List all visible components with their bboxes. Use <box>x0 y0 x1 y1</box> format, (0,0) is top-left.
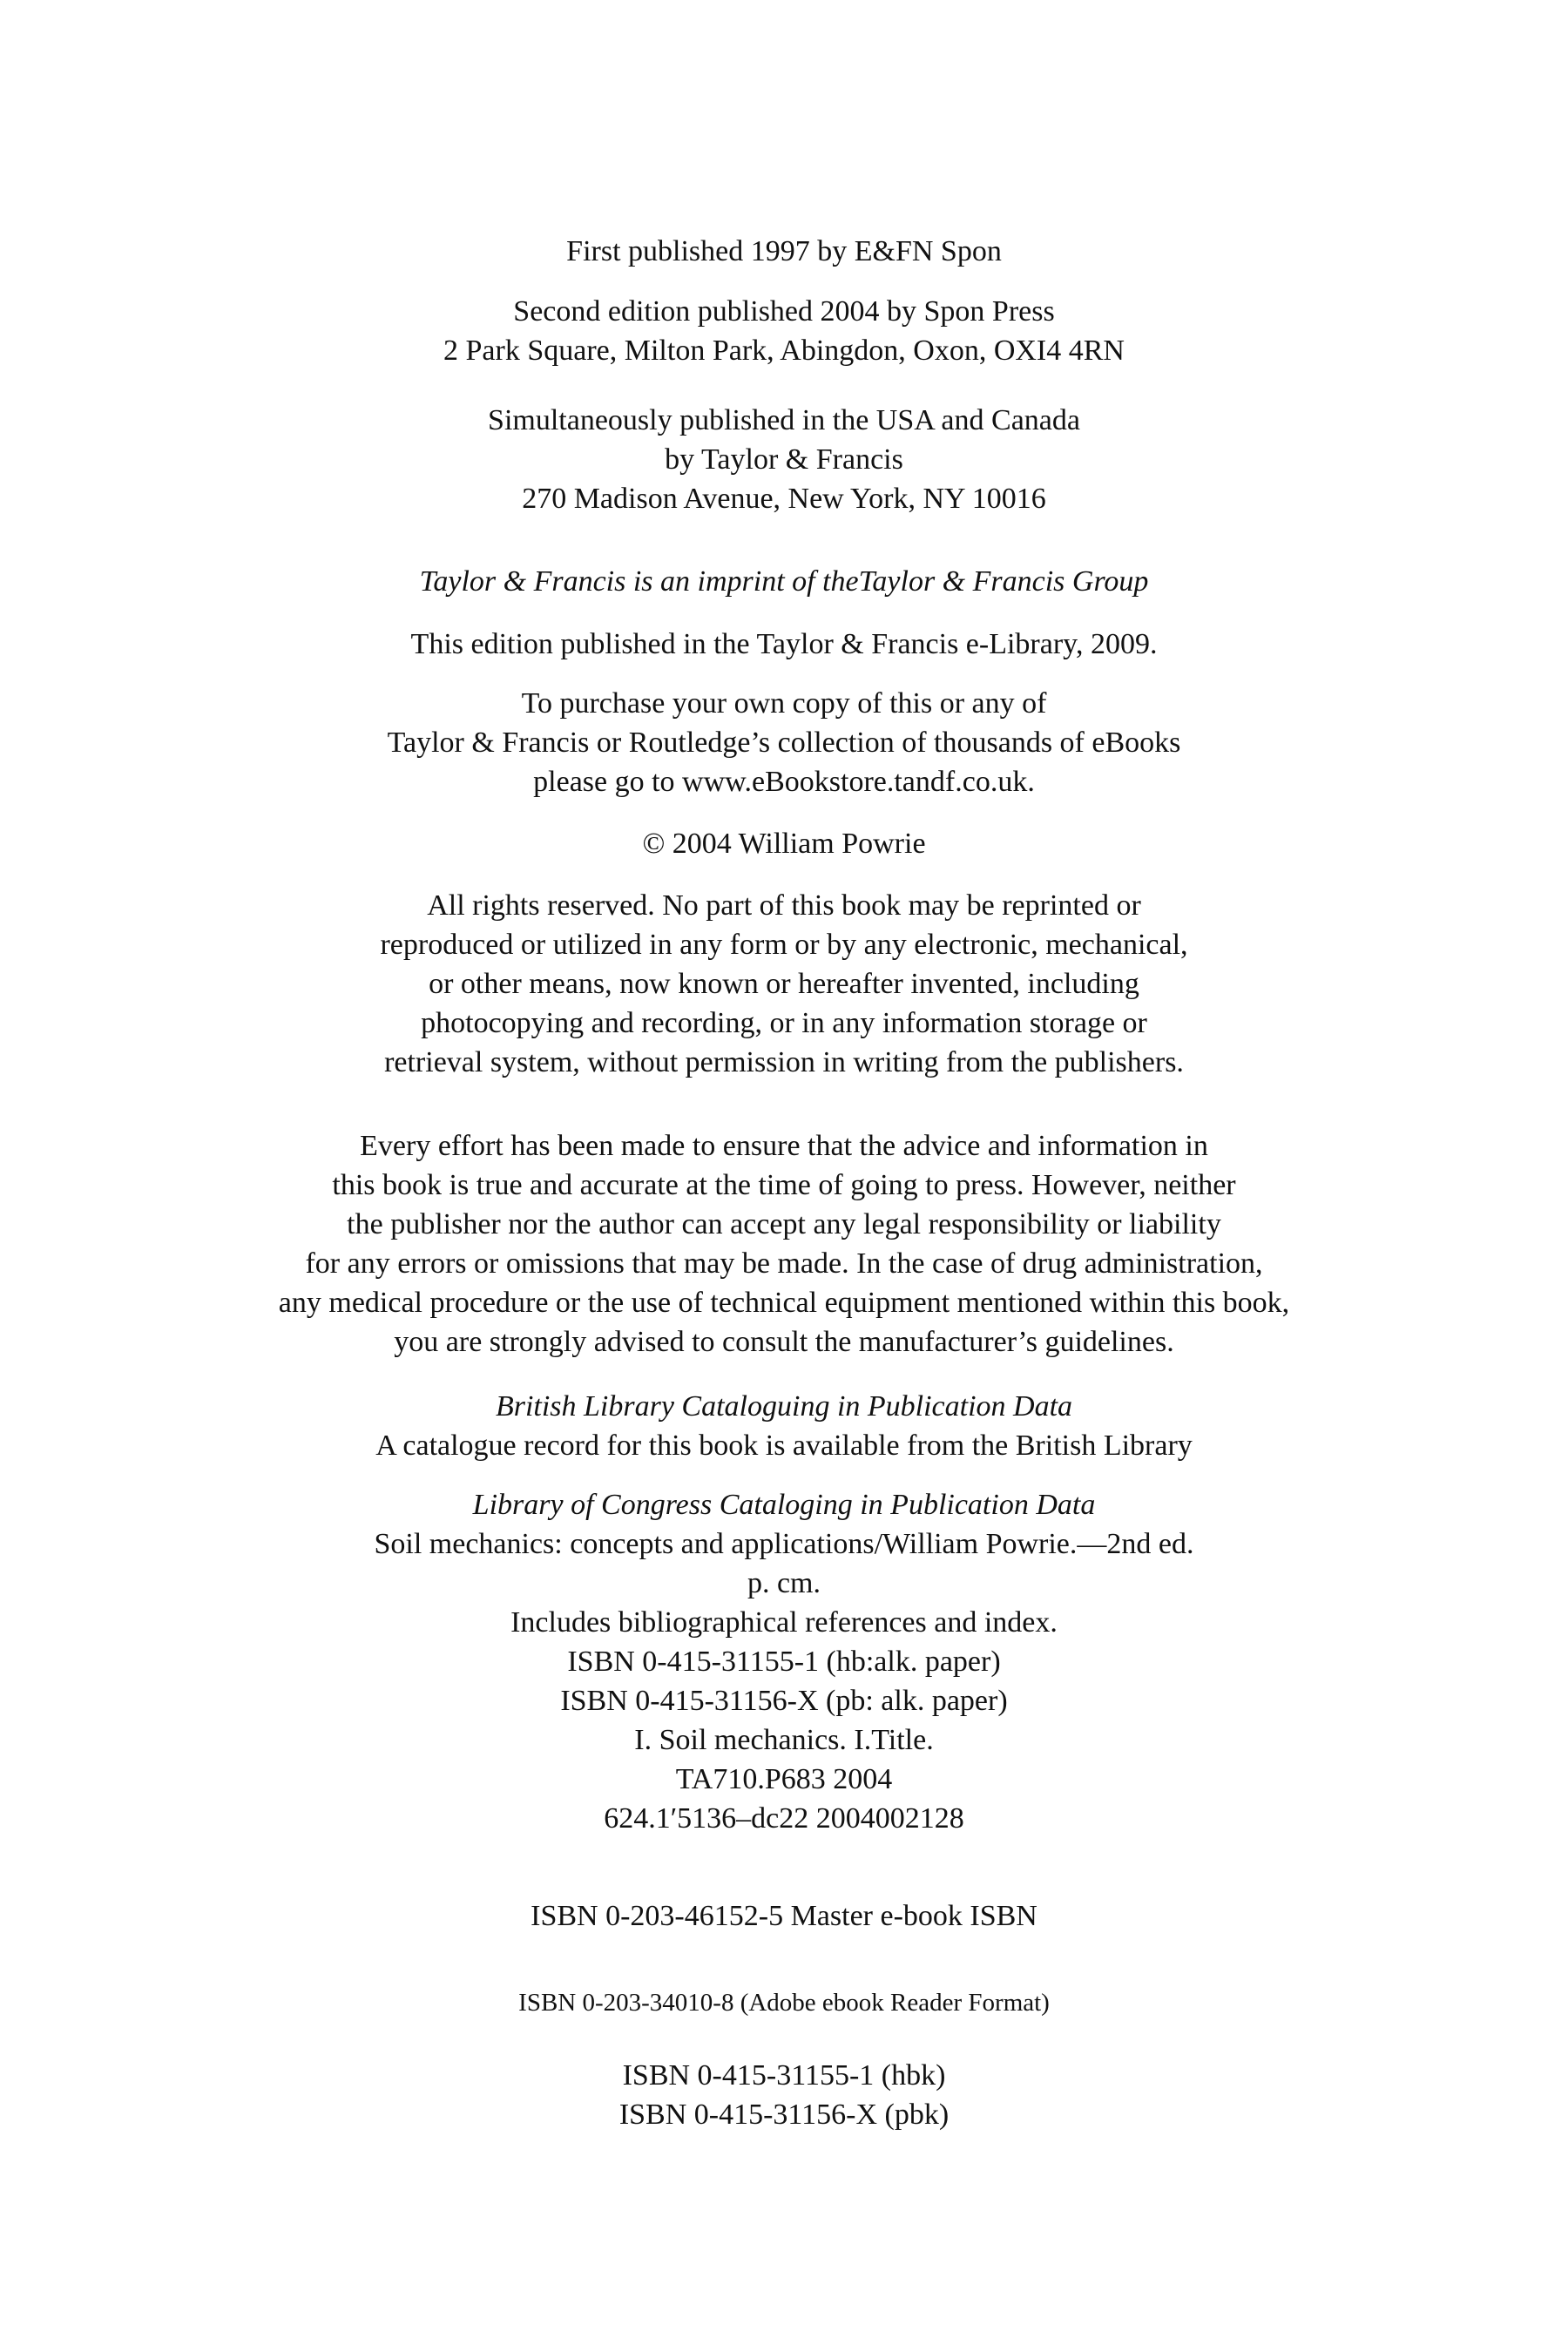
disclaimer-line: this book is true and accurate at the time of going to press. However, neither <box>332 1169 1236 1201</box>
imprint-note <box>0 562 1568 601</box>
copyright-notice <box>0 824 1568 863</box>
adobe-isbn-line: ISBN 0-203-34010-8 (Adobe ebook Reader Format) <box>518 1989 1050 2017</box>
copyright-line: © 2004 William Powrie <box>642 828 926 860</box>
british-library-heading: British Library Cataloguing in Publication Data <box>495 1390 1073 1423</box>
loc-line: Soil mechanics: concepts and applications/William Powrie.—2nd ed. <box>374 1528 1194 1560</box>
loc-line: 624.1′5136–dc22 2004002128 <box>604 1802 964 1835</box>
print-isbns <box>0 2056 1568 2134</box>
rights-line: or other means, now known or hereafter invented, including <box>429 968 1139 1000</box>
purchase-line-3: please go to www.eBookstore.tandf.co.uk. <box>533 766 1035 798</box>
master-isbn-line: ISBN 0-203-46152-5 Master e-book ISBN <box>531 1900 1037 1932</box>
second-edition <box>0 292 1568 370</box>
elibrary-note <box>0 625 1568 664</box>
purchase-line-2: Taylor & Francis or Routledge’s collection of thousands of eBooks <box>387 727 1181 759</box>
adobe-isbn <box>0 1986 1568 2019</box>
british-library-data <box>0 1387 1568 1465</box>
loc-heading: Library of Congress Cataloging in Publication Data <box>472 1489 1096 1521</box>
rights-reserved <box>0 886 1568 1082</box>
usa-canada-publication <box>0 401 1568 518</box>
elibrary-line: This edition published in the Taylor & Francis e-Library, 2009. <box>410 628 1158 660</box>
purchase-line-1: To purchase your own copy of this or any of <box>521 687 1047 720</box>
first-published-line: First published 1997 by E&FN Spon <box>566 235 1002 267</box>
rights-line: photocopying and recording, or in any information storage or <box>421 1007 1147 1039</box>
imprint-line: Taylor & Francis is an imprint of theTaylor & Francis Group <box>419 565 1149 598</box>
usa-canada-line: Simultaneously published in the USA and Canada <box>488 404 1080 436</box>
loc-line: p. cm. <box>747 1567 821 1599</box>
library-of-congress-data <box>0 1485 1568 1838</box>
loc-line: TA710.P683 2004 <box>675 1763 893 1795</box>
loc-line: Includes bibliographical references and index. <box>510 1606 1058 1639</box>
disclaimer-line: Every effort has been made to ensure that the advice and information in <box>360 1130 1208 1162</box>
rights-line: reproduced or utilized in any form or by any electronic, mechanical, <box>380 929 1188 961</box>
disclaimer-line: the publisher nor the author can accept any legal responsibility or liability <box>347 1208 1221 1240</box>
loc-line: I. Soil mechanics. I.Title. <box>634 1724 934 1756</box>
disclaimer-line: any medical procedure or the use of technical equipment mentioned within this book, <box>278 1287 1290 1319</box>
publisher-address: 2 Park Square, Milton Park, Abingdon, Oxon, OXI4 4RN <box>443 335 1125 367</box>
first-published <box>0 232 1568 271</box>
usa-canada-address: 270 Madison Avenue, New York, NY 10016 <box>522 483 1046 515</box>
hbk-isbn-line: ISBN 0-415-31155-1 (hbk) <box>622 2059 946 2092</box>
loc-line: ISBN 0-415-31155-1 (hb:alk. paper) <box>567 1646 1001 1678</box>
rights-line: retrieval system, without permission in writing from the publishers. <box>384 1046 1184 1078</box>
disclaimer <box>0 1126 1568 1362</box>
british-library-text: A catalogue record for this book is available from the British Library <box>375 1429 1193 1462</box>
second-edition-line: Second edition published 2004 by Spon Press <box>513 295 1055 328</box>
master-isbn <box>0 1896 1568 1936</box>
loc-line: ISBN 0-415-31156-X (pb: alk. paper) <box>560 1685 1008 1717</box>
disclaimer-line: for any errors or omissions that may be made. In the case of drug administration, <box>305 1247 1263 1280</box>
disclaimer-line: you are strongly advised to consult the manufacturer’s guidelines. <box>394 1326 1174 1358</box>
pbk-isbn-line: ISBN 0-415-31156-X (pbk) <box>618 2099 950 2131</box>
usa-canada-publisher: by Taylor & Francis <box>665 443 903 476</box>
purchase-note <box>0 684 1568 801</box>
rights-line: All rights reserved. No part of this book may be reprinted or <box>427 889 1141 922</box>
